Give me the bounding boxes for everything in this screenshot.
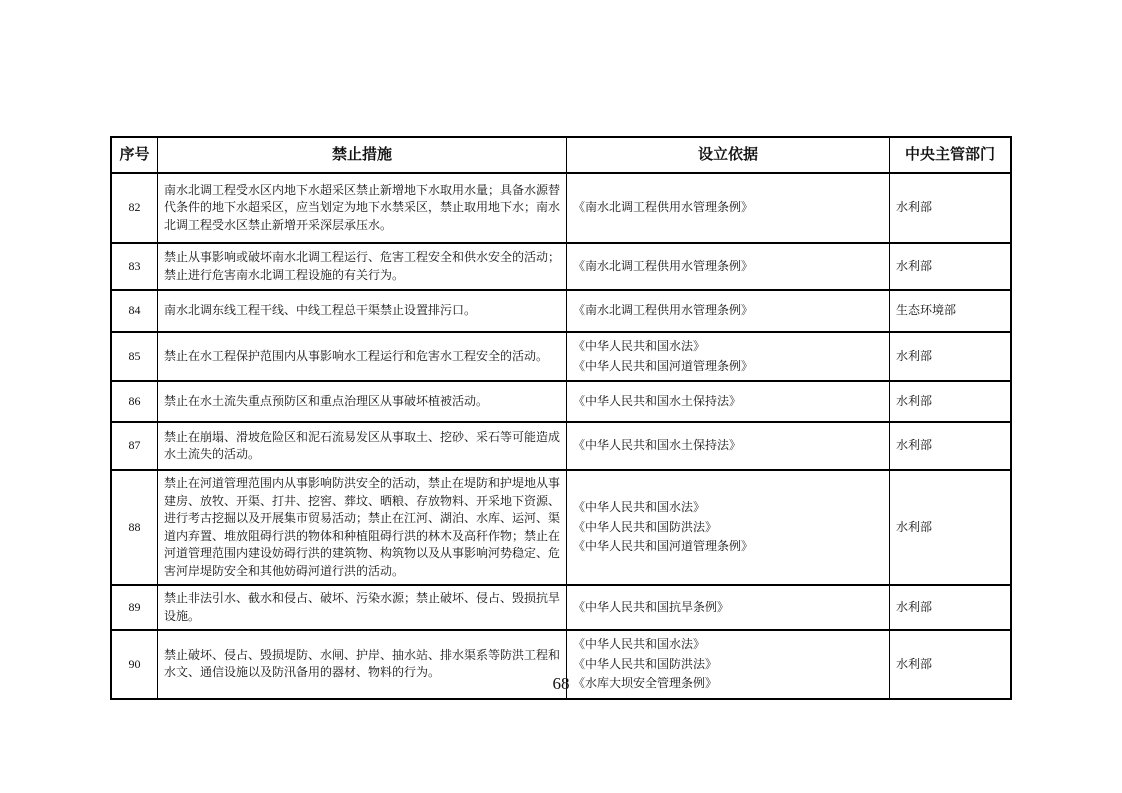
basis-line: 《南水北调工程供用水管理条例》 (573, 303, 754, 318)
basis-line: 《中华人民共和国水土保持法》 (573, 393, 742, 408)
measure-text: 禁止在河道管理范围内从事影响防洪安全的活动，禁止在堤防和护堤地从事建房、放牧、开渠、打井、挖窖、葬坟、晒粮、存放物料、开采地下资源、进行考古挖掘以及开展集市贸易活动；禁止在江河、湖泊、水库、运河、渠道内弃置、堆放阻碍行洪的物体和种植阻碍行洪的林木及高秆作物；禁止在河道管理范围内建设妨碍行洪的建筑物、构筑物以及从事影响河势稳定、危害河岸堤防安全和其他妨碍河道行洪的活动。 (164, 476, 561, 578)
department-cell: 水利部 (896, 348, 933, 363)
measure-text: 禁止非法引水、截水和侵占、破坏、污染水源；禁止破坏、侵占、毁损抗旱设施。 (164, 591, 561, 623)
table-row (112, 242, 1010, 289)
basis-cell (567, 471, 890, 584)
table-row (112, 584, 1010, 629)
row-number-cell: 83 (112, 244, 158, 289)
department-cell: 水利部 (896, 656, 933, 671)
basis-line: 《中华人民共和国水法》 (573, 637, 706, 651)
department-cell: 水利部 (896, 200, 933, 215)
row-number-cell: 90 (112, 631, 158, 698)
table-body (112, 172, 1010, 698)
basis-cell (567, 291, 890, 331)
basis-line: 《中华人民共和国水法》 (573, 500, 706, 515)
basis-line: 《中华人民共和国河道管理条例》 (573, 539, 754, 554)
basis-line: 《南水北调工程供用水管理条例》 (573, 200, 754, 215)
measure-cell (158, 382, 567, 421)
measure-cell (158, 333, 567, 380)
measure-cell (158, 423, 567, 469)
header-legal-basis: 设立依据 (567, 138, 890, 172)
table-row (112, 331, 1010, 380)
basis-line: 《中华人民共和国水法》 (573, 339, 706, 353)
measure-cell (158, 291, 567, 331)
basis-line: 《南水北调工程供用水管理条例》 (573, 258, 754, 273)
department-cell: 水利部 (896, 519, 933, 534)
table-row (112, 172, 1010, 242)
regulation-table (110, 136, 1012, 700)
basis-line: 《中华人民共和国河道管理条例》 (573, 358, 754, 373)
basis-cell (567, 244, 890, 289)
measure-text: 南水北调东线工程干线、中线工程总干渠禁止设置排污口。 (164, 303, 477, 318)
measure-text: 禁止从事影响或破坏南水北调工程运行、危害工程安全和供水安全的活动；禁止进行危害南水北调工程设施的有关行为。 (164, 250, 561, 282)
basis-line: 《水库大坝安全管理条例》 (573, 676, 718, 690)
row-number-cell: 87 (112, 423, 158, 469)
measure-cell (158, 174, 567, 242)
header-central-department: 中央主管部门 (904, 146, 995, 164)
row-number-cell: 86 (112, 382, 158, 421)
measure-text: 禁止破坏、侵占、毁损堤防、水闸、护岸、抽水站、排水渠系等防洪工程和水文、通信设施以及防汛备用的器材、物料的行为。 (164, 647, 561, 680)
row-number-cell: 89 (112, 586, 158, 629)
department-cell: 水利部 (896, 258, 933, 273)
basis-cell (567, 586, 890, 629)
measure-text: 南水北调工程受水区内地下水超采区禁止新增地下水取用水量；具备水源替代条件的地下水超采区，应当划定为地下水禁采区，禁止取用地下水；南水北调工程受水区禁止新增开采深层承压水。 (164, 182, 561, 232)
basis-cell (567, 174, 890, 242)
page-number: 68 (552, 674, 570, 693)
measure-cell (158, 244, 567, 289)
measure-text: 禁止在水工程保护范围内从事影响水工程运行和危害水工程安全的活动。 (164, 348, 549, 363)
row-number-cell: 88 (112, 471, 158, 584)
table-row (112, 380, 1010, 421)
basis-line: 《中华人民共和国防洪法》 (573, 519, 718, 534)
basis-line: 《中华人民共和国水土保持法》 (573, 438, 742, 453)
row-number-cell: 85 (112, 333, 158, 380)
table-row (112, 421, 1010, 469)
department-cell: 水利部 (896, 599, 933, 614)
basis-line: 《中华人民共和国抗旱条例》 (573, 599, 730, 614)
row-number-cell: 82 (112, 174, 158, 242)
basis-cell (567, 382, 890, 421)
table-header-row (112, 138, 1010, 172)
row-number-cell: 84 (112, 291, 158, 331)
measure-text: 禁止在崩塌、滑坡危险区和泥石流易发区从事取土、挖砂、采石等可能造成水土流失的活动。 (164, 429, 561, 461)
department-cell: 水利部 (896, 438, 933, 453)
basis-line: 《中华人民共和国防洪法》 (573, 656, 718, 671)
header-prohibited-measure: 禁止措施 (158, 138, 567, 172)
measure-text: 禁止在水土流失重点预防区和重点治理区从事破坏植被活动。 (164, 393, 489, 408)
measure-cell (158, 471, 567, 584)
basis-cell (567, 423, 890, 469)
department-cell: 水利部 (896, 393, 933, 408)
table-row (112, 289, 1010, 331)
department-cell: 生态环境部 (896, 303, 957, 318)
measure-cell (158, 586, 567, 629)
header-serial-number: 序号 (112, 138, 158, 172)
basis-cell (567, 333, 890, 380)
table-row (112, 469, 1010, 584)
